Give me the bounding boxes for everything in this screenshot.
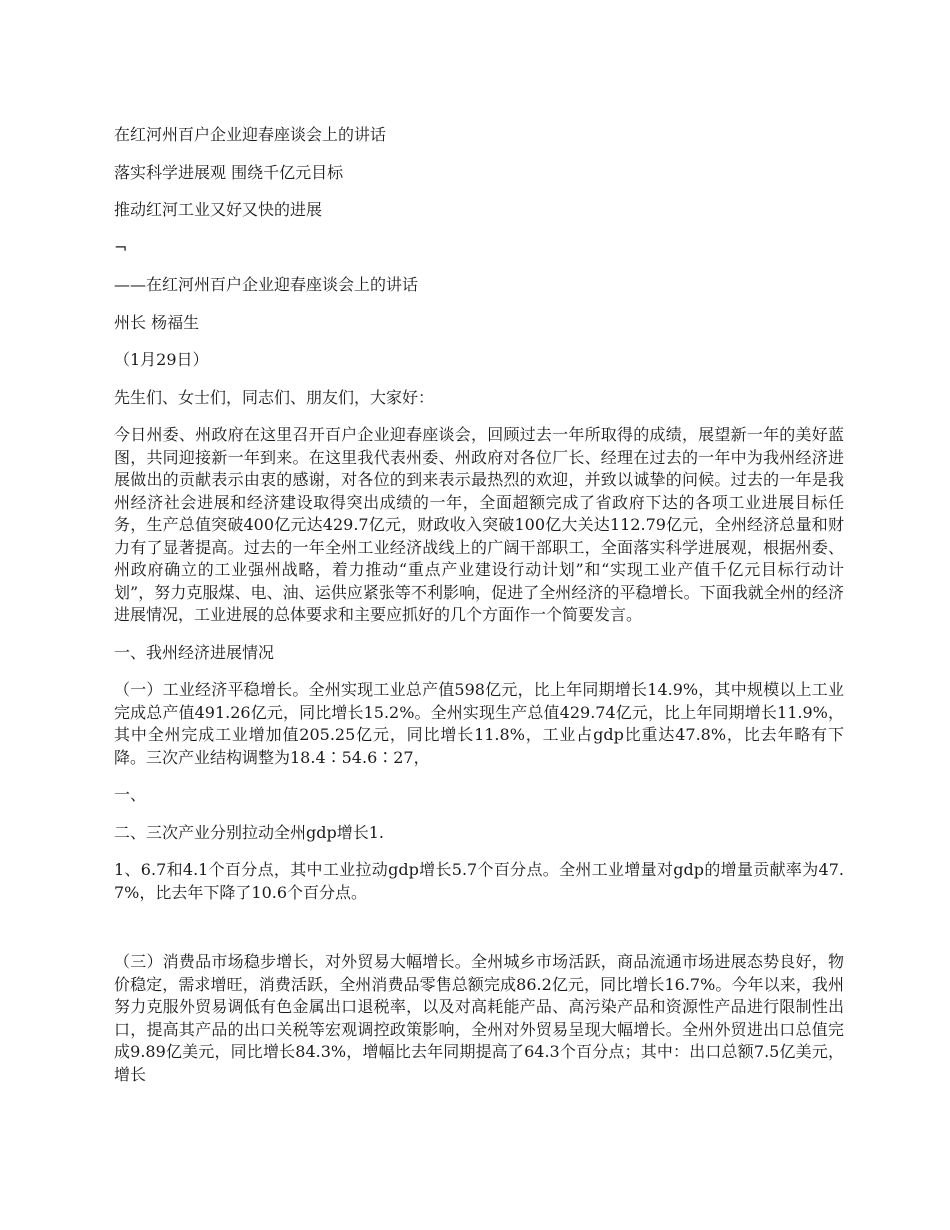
title-line-1: 在红河州百户企业迎春座谈会上的讲话 xyxy=(114,125,387,144)
section-heading-1: 一、我州经济进展情况 xyxy=(114,642,275,662)
paragraph-consumer-trade: （三）消费品市场稳步增长，对外贸易大幅增长。全州城乡市场活跃，商品流通市场进展态势良好，物价稳定，需求增旺，消费活跃，全州消费品零售总额完成86.2亿元，同比增长16.7%。今年以来，我州努力克服外贸易调低有色金属出口退税率，以及对高耗能产品、高污染产品和资源性产品进行限制性出口，提高其产品的出口关税等宏观调控政策影响，全州对外贸易呈现大幅增长。全州外贸进出口总值完成9.89亿美元，同比增长84.3%，增幅比去年同期提高了64.3个百分点；其中：出口总额7.5亿美元，增长 xyxy=(114,952,844,1084)
paragraph-intro: 今日州委、州政府在这里召开百户企业迎春座谈会，回顾过去一年所取得的成绩，展望新一年的美好蓝图，共同迎接新一年到来。在这里我代表州委、州政府对各位厂长、经理在过去的一年中为我州经济进展做出的贡献表示由衷的感谢，对各位的到来表示最热烈的欢迎，并致以诚挚的问候。过去的一年是我州经济社会进展和经济建设取得突出成绩的一年，全面超额完成了省政府下达的各项工业进展目标任务，生产总值突破400亿元达429.7亿元，财政收入突破100亿大关达112.79亿元，全州经济总量和财力有了显著提高。过去的一年全州工业经济战线上的广阔干部职工，全面落实科学进展观，根据州委、州政府确立的工业强州战略，着力推动“重点产业建设行动计划”和“实现工业产值千亿元目标行动计划”，努力克服煤、电、油、运供应紧张等不利影响，促进了全州经济的平稳增长。下面我就全州的经济进展情况，工业进展的总体要求和主要应抓好的几个方面作一个简要发言。 xyxy=(114,425,844,624)
paragraph-industry: （一）工业经济平稳增长。全州实现工业总产值598亿元，比上年同期增长14.9%，其中规模以上工业完成总产值491.26亿元，同比增长15.2%。全州实现生产总值429.74亿元，比上年同期增长11.9%，其中全州完成工业增加值205.25亿元，同比增长11.8%，工业占gdp比重达47.8%，比去年略有下降。三次产业结构调整为18.4∶54.6∶27， xyxy=(114,680,844,767)
title-line-2: 落实科学进展观 围绕千亿元目标 xyxy=(114,162,344,182)
speaker: 州长 杨福生 xyxy=(114,312,200,332)
paragraph-contribution: 1、6.7和4.1个百分点，其中工业拉动gdp增长5.7个百分点。全州工业增量对gdp的增量贡献率为47.7%，比去年下降了10.6个百分点。 xyxy=(114,860,844,902)
speech-date: （1月29日） xyxy=(114,350,209,369)
symbol-line: ¬ xyxy=(114,237,128,257)
fragment-line: 一、 xyxy=(114,785,147,804)
document-page xyxy=(114,124,844,1086)
greeting: 先生们、女士们，同志们、朋友们，大家好： xyxy=(114,387,435,407)
subtitle: ——在红河州百户企业迎春座谈会上的讲话 xyxy=(114,275,419,294)
title-line-3: 推动红河工业又好又快的进展 xyxy=(114,200,323,219)
section-heading-2: 二、三次产业分别拉动全州gdp增长1. xyxy=(114,822,384,842)
